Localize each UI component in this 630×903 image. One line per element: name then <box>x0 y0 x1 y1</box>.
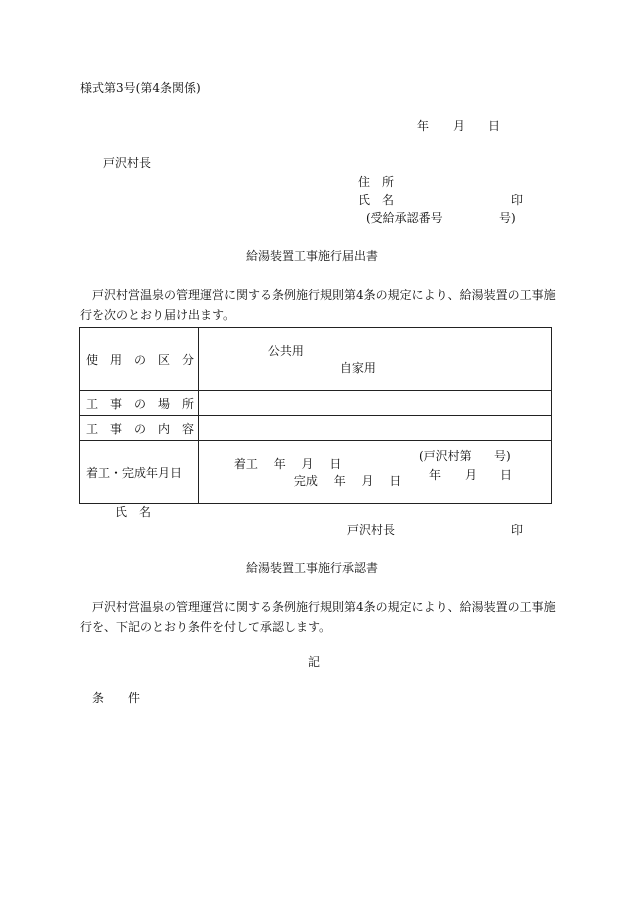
notice-title: 給湯装置工事施行届出書 <box>246 249 379 263</box>
applicant-name-label: 氏 名 <box>358 193 395 207</box>
notice-date-year: 年 <box>417 119 430 133</box>
usage-value <box>199 328 552 391</box>
notice-body <box>80 285 554 325</box>
table-row-usage <box>80 328 552 391</box>
form-number: 様式第3号(第4条関係) <box>80 81 201 95</box>
approval-date-month: 月 <box>465 468 478 482</box>
table-row-dates <box>80 441 552 504</box>
approval-body <box>80 597 554 637</box>
ki-heading: 記 <box>308 655 321 669</box>
notice-date-day: 日 <box>488 119 501 133</box>
approval-number-label: (戸沢村第 <box>419 449 472 463</box>
conditions-label: 条 件 <box>92 691 141 705</box>
notice-addressee: 戸沢村長 <box>103 156 152 170</box>
recipient-number-suffix: 号) <box>499 211 516 225</box>
approval-body-line-1: 戸沢村営温泉の管理運営に関する条例施行規則第4条の規定により、給湯装置の工事施 <box>92 600 556 614</box>
location-value <box>199 391 552 416</box>
approval-issuer: 戸沢村長 <box>347 523 396 537</box>
approval-body-line-2: 行を、下記のとおり条件を付して承認します。 <box>80 620 332 634</box>
content-value <box>199 416 552 441</box>
approval-addressee-name-label: 氏 名 <box>115 505 152 519</box>
recipient-number-label: (受給承認番号 <box>366 211 443 225</box>
notice-body-line-1: 戸沢村営温泉の管理運営に関する条例施行規則第4条の規定により、給湯装置の工事施 <box>92 288 556 302</box>
start-date: 着工 年 月 日 <box>233 457 342 471</box>
construction-details-table <box>79 327 552 504</box>
table-row-content <box>80 416 552 441</box>
approval-seal: 印 <box>511 523 524 537</box>
dates-label: 着工・完成年月日 <box>80 441 199 504</box>
table-row-location <box>80 391 552 416</box>
applicant-seal: 印 <box>511 193 524 207</box>
usage-public: 公共用 <box>267 344 304 358</box>
usage-label: 使 用 の 区 分 <box>80 328 199 391</box>
location-label: 工 事 の 場 所 <box>80 391 199 416</box>
approval-number-suffix: 号) <box>494 449 511 463</box>
approval-date-day: 日 <box>500 468 513 482</box>
notice-date-month: 月 <box>453 119 466 133</box>
completion-date: 完成 年 月 日 <box>293 474 402 488</box>
approval-title: 給湯装置工事施行承認書 <box>246 561 379 575</box>
approval-date-year: 年 <box>429 468 442 482</box>
usage-private: 自家用 <box>339 361 376 375</box>
content-label: 工 事 の 内 容 <box>80 416 199 441</box>
applicant-address-label: 住 所 <box>358 175 395 189</box>
notice-body-line-2: 行を次のとおり届け出ます。 <box>80 308 236 322</box>
